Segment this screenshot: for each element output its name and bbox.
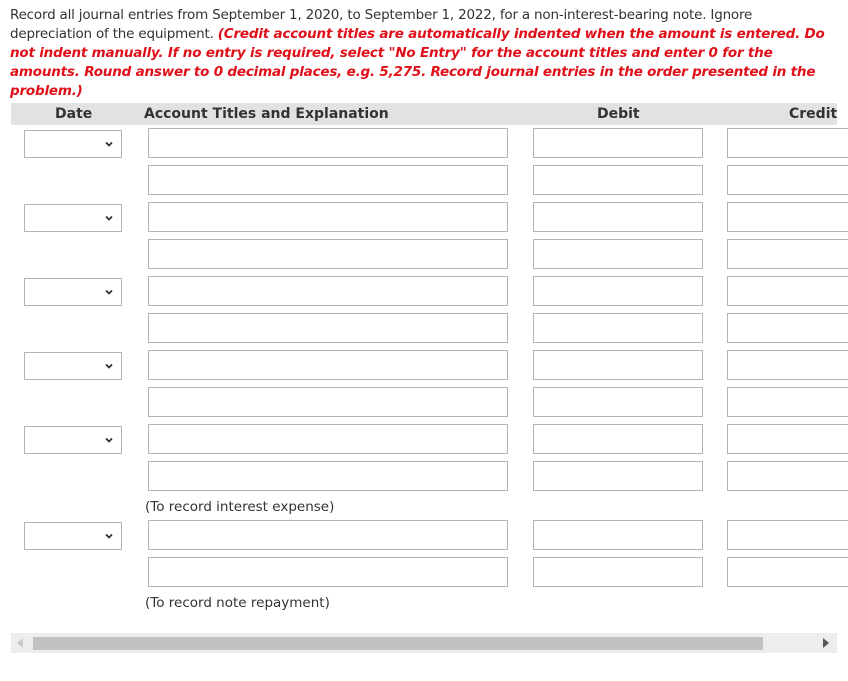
account-title-input[interactable] [148, 239, 508, 269]
account-title-input[interactable] [148, 557, 508, 587]
date-dropdown[interactable] [24, 130, 122, 158]
note-repayment-note: (To record note repayment) [145, 595, 330, 611]
debit-input[interactable] [533, 350, 703, 380]
debit-input[interactable] [533, 239, 703, 269]
chevron-down-icon [103, 434, 115, 446]
arrow-right-icon[interactable] [823, 638, 829, 648]
credit-input[interactable] [727, 461, 848, 491]
chevron-down-icon [103, 530, 115, 542]
credit-input[interactable] [727, 239, 848, 269]
debit-input[interactable] [533, 461, 703, 491]
credit-input[interactable] [727, 424, 848, 454]
debit-input[interactable] [533, 520, 703, 550]
instructions-emphasis: (Credit account titles are automatically indented when the amount is entered. Do not indent manually. If no entry is required, select "No Entry" for the account titles and enter 0 for the amounts. Round answer to 0 decimal places, e.g. 5,275. Record journal entries in the order presented in the problem.) [10, 26, 825, 99]
credit-input[interactable] [727, 520, 848, 550]
credit-input[interactable] [727, 165, 848, 195]
debit-input[interactable] [533, 557, 703, 587]
credit-input[interactable] [727, 557, 848, 587]
date-dropdown[interactable] [24, 352, 122, 380]
chevron-down-icon [103, 138, 115, 150]
credit-input[interactable] [727, 128, 848, 158]
credit-input[interactable] [727, 202, 848, 232]
account-title-input[interactable] [148, 128, 508, 158]
date-dropdown[interactable] [24, 204, 122, 232]
account-title-input[interactable] [148, 350, 508, 380]
chevron-down-icon [103, 212, 115, 224]
scrollbar-thumb[interactable] [33, 637, 763, 650]
debit-input[interactable] [533, 202, 703, 232]
debit-header: Debit [597, 106, 640, 122]
date-dropdown[interactable] [24, 278, 122, 306]
debit-input[interactable] [533, 128, 703, 158]
instructions-text: Record all journal entries from September 1, 2020, to September 1, 2022, for a non-interest-bearing note. Ignore depreciation of the equipment. [10, 7, 753, 42]
credit-header: Credit [789, 106, 838, 122]
credit-input[interactable] [727, 350, 848, 380]
account-title-input[interactable] [148, 276, 508, 306]
credit-input[interactable] [727, 276, 848, 306]
account-header: Account Titles and Explanation [144, 106, 389, 122]
account-title-input[interactable] [148, 387, 508, 417]
credit-input[interactable] [727, 387, 848, 417]
horizontal-scrollbar[interactable] [11, 633, 837, 653]
account-title-input[interactable] [148, 520, 508, 550]
debit-input[interactable] [533, 387, 703, 417]
chevron-down-icon [103, 360, 115, 372]
account-title-input[interactable] [148, 461, 508, 491]
date-header: Date [55, 106, 93, 122]
debit-input[interactable] [533, 313, 703, 343]
date-dropdown[interactable] [24, 426, 122, 454]
debit-input[interactable] [533, 424, 703, 454]
table-header [11, 103, 837, 125]
account-title-input[interactable] [148, 165, 508, 195]
credit-input[interactable] [727, 313, 848, 343]
debit-input[interactable] [533, 276, 703, 306]
debit-input[interactable] [533, 165, 703, 195]
account-title-input[interactable] [148, 424, 508, 454]
arrow-left-icon[interactable] [17, 638, 23, 648]
date-dropdown[interactable] [24, 522, 122, 550]
chevron-down-icon [103, 286, 115, 298]
account-title-input[interactable] [148, 313, 508, 343]
account-title-input[interactable] [148, 202, 508, 232]
interest-expense-note: (To record interest expense) [145, 499, 335, 515]
instructions [10, 6, 838, 101]
